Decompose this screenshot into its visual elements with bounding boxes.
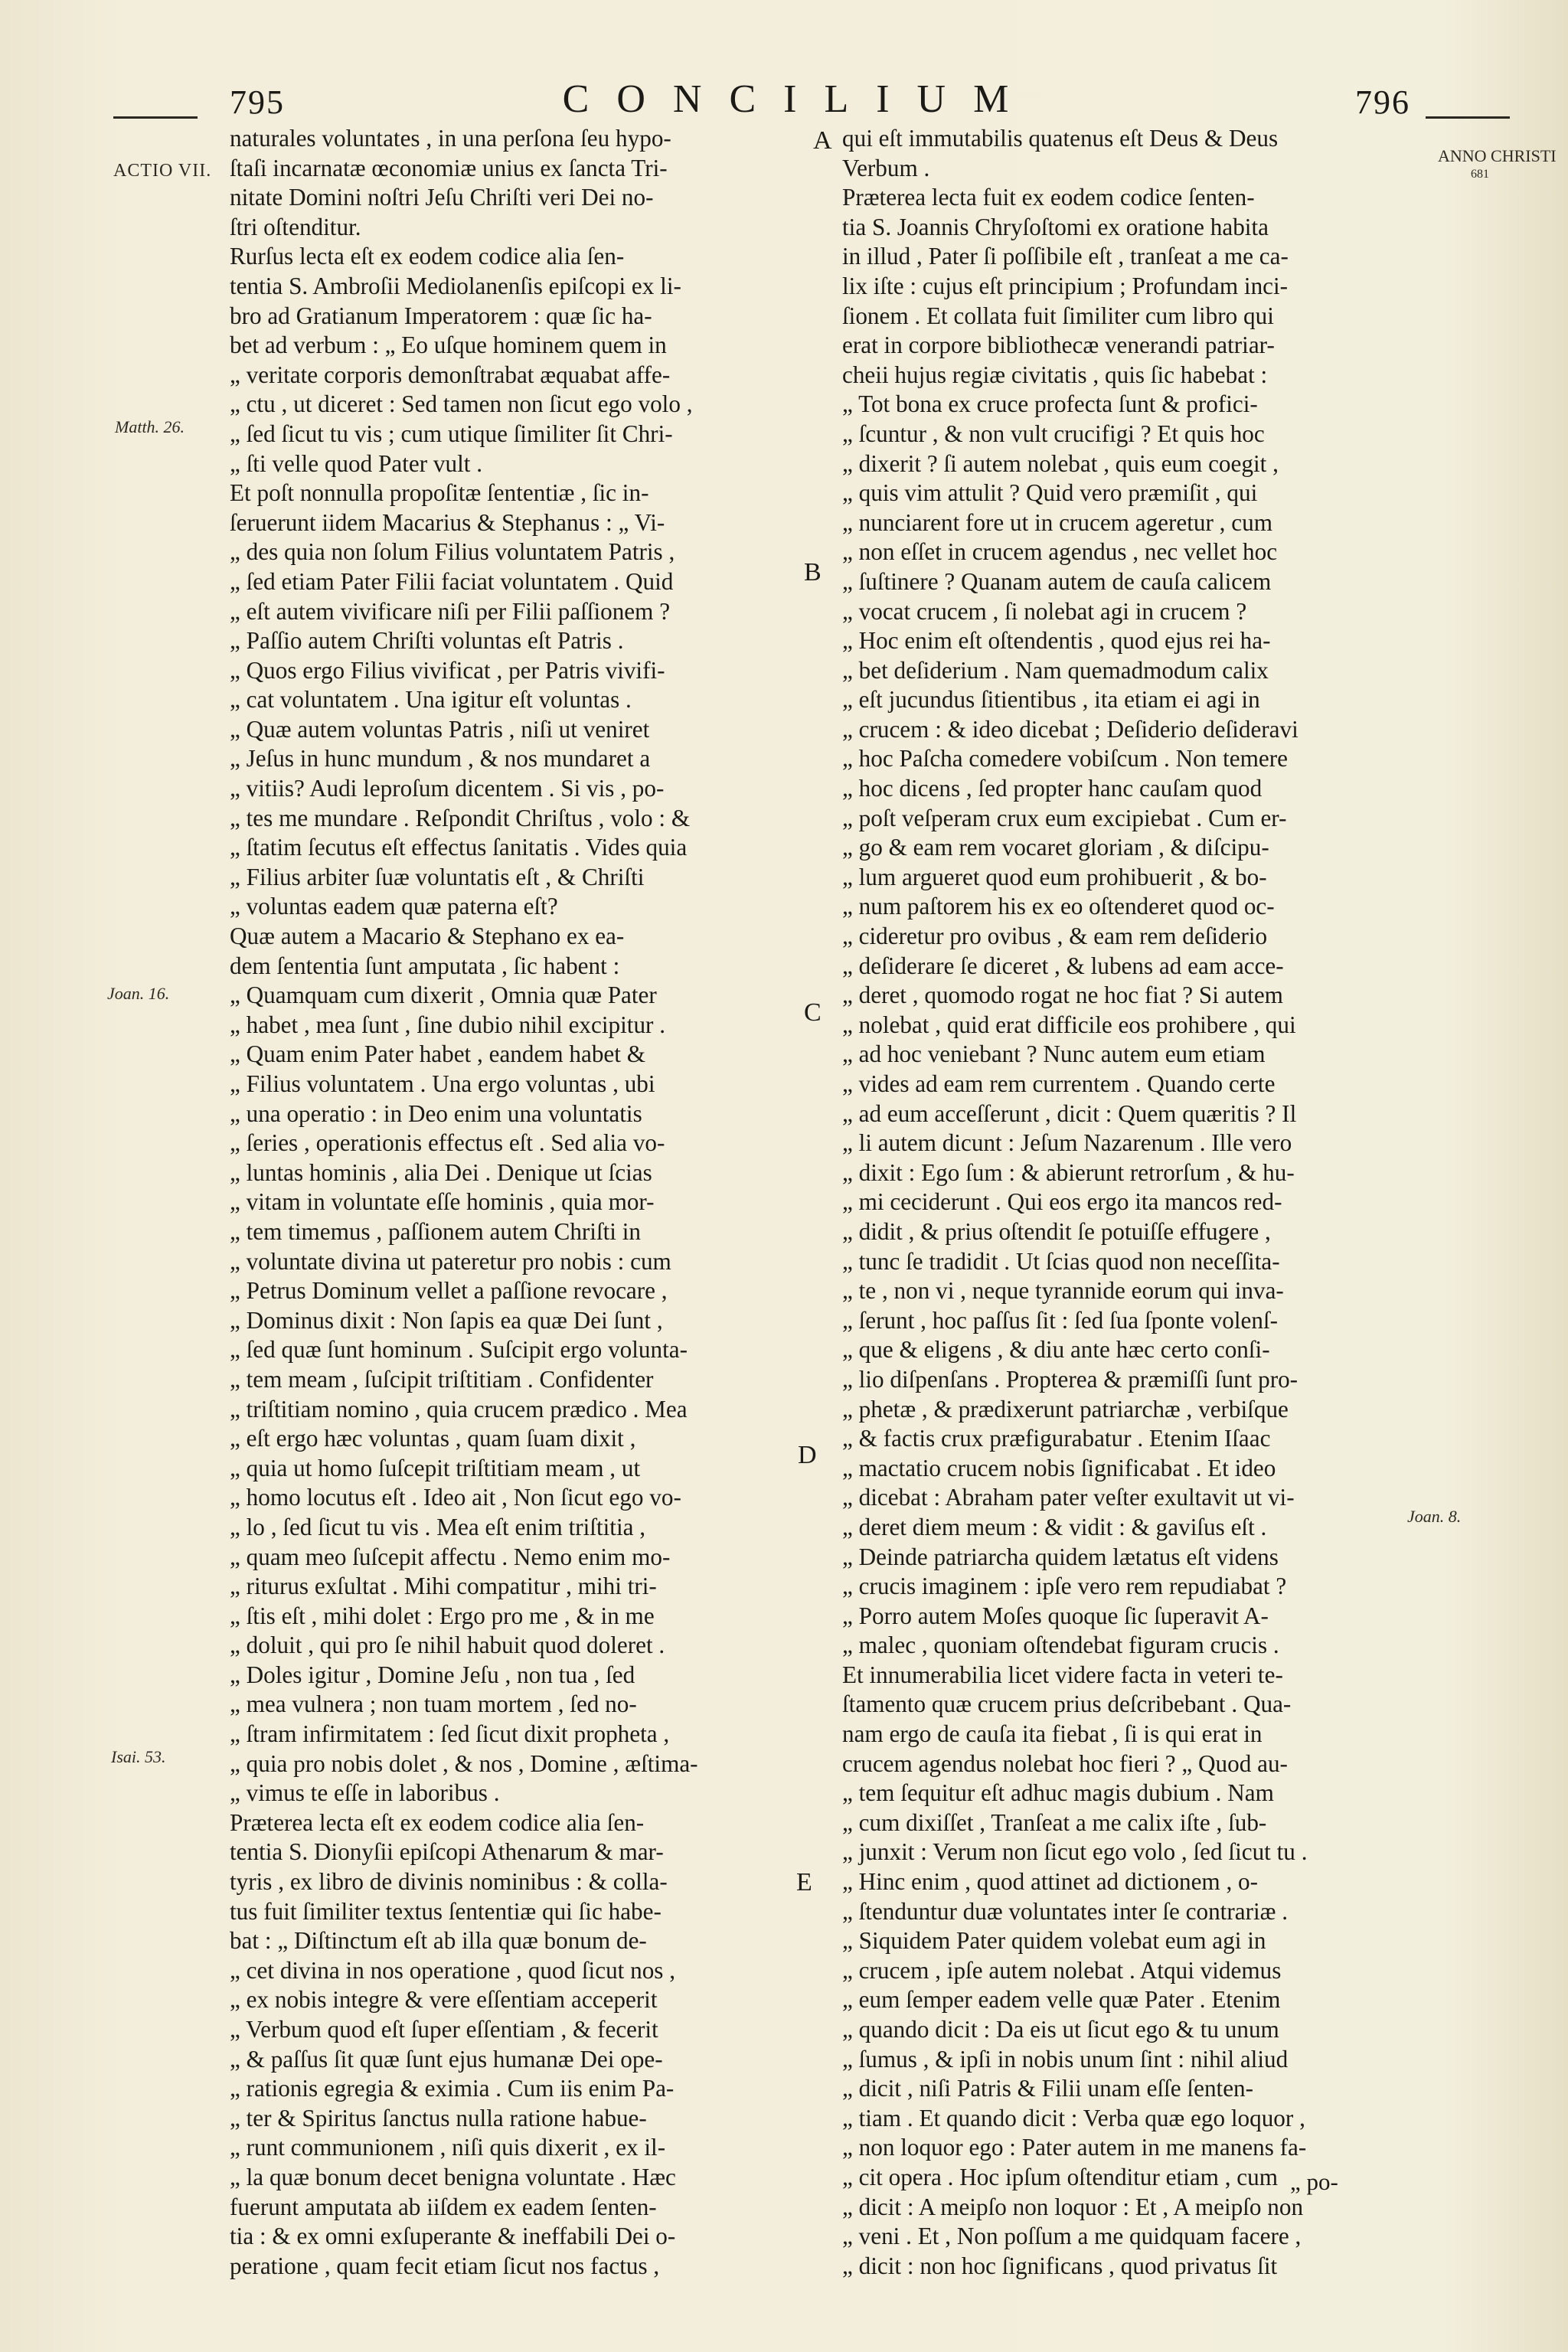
margin-note-anno-label: ANNO CHRISTI xyxy=(1438,146,1557,165)
text-line: „ go & eam rem vocaret gloriam , & diſcipu- xyxy=(842,834,1269,861)
text-line: „ rationis egregia & eximia . Cum iis enim Pa- xyxy=(230,2075,675,2102)
margin-note-anno-year: 681 xyxy=(1471,168,1489,181)
text-line: „ una operatio : in Deo enim una voluntatis xyxy=(230,1099,642,1127)
text-line: „ triſtitiam nomino , quia crucem prædico . Mea xyxy=(230,1395,688,1423)
text-line: „ didit , & prius oſtendit ſe potuiſſe effugere , xyxy=(842,1217,1271,1245)
text-line: Verbum . xyxy=(842,154,930,181)
text-line: „ ſuſtinere ? Quanam autem de cauſa calicem xyxy=(842,567,1272,595)
section-mark-b: B xyxy=(804,558,822,586)
text-line: „ vimus te eſſe in laboribus . xyxy=(230,1779,500,1807)
text-line: qui eſt immutabilis quatenus eſt Deus & Deus xyxy=(842,125,1279,152)
text-line: „ crucem , ipſe autem nolebat . Atqui videmus xyxy=(842,1956,1282,1984)
text-line: „ ter & Spiritus ſanctus nulla ratione habue- xyxy=(230,2104,647,2132)
text-line: „ ad hoc veniebant ? Nunc autem eum etiam xyxy=(842,1040,1266,1068)
text-line: nitate Domini noſtri Jeſu Chriſti veri Dei no- xyxy=(230,184,654,211)
text-line: „ Hinc enim , quod attinet ad dictionem , o- xyxy=(842,1868,1259,1896)
text-line: „ ctu , ut diceret : Sed tamen non ſicut ego volo , xyxy=(230,390,693,418)
text-line: „ la quæ bonum decet benigna voluntate . Hæc xyxy=(230,2163,676,2190)
text-line: „ ſtatim ſecutus eſt effectus ſanitatis . Vides quia xyxy=(230,834,688,861)
text-line: nam ergo de cauſa ita fiebat , ſi is qui erat in xyxy=(842,1720,1263,1748)
text-line: Præterea lecta eſt ex eodem codice alia ſen- xyxy=(230,1808,645,1836)
text-line: „ ſtram infirmitatem : ſed ſicut dixit propheta , xyxy=(230,1720,670,1748)
text-line: ſtamento quæ crucem prius deſcribebant . Qua- xyxy=(842,1690,1292,1718)
text-line: Quæ autem a Macario & Stephano ex ea- xyxy=(230,923,625,950)
text-line: dem ſententia ſunt amputata , ſic habent : xyxy=(230,952,620,979)
text-line: „ hoc Paſcha comedere vobiſcum . Non temere xyxy=(842,745,1288,773)
text-line: „ junxit : Verum non ſicut ego volo , ſed ſicut tu . xyxy=(842,1838,1308,1866)
text-line: „ dicit : A meipſo non loquor : Et , A meipſo non xyxy=(842,2193,1304,2220)
text-line: „ Filius arbiter ſuæ voluntatis eſt , & Chriſti xyxy=(230,863,645,890)
text-line: ſtri oſtenditur. xyxy=(230,213,361,240)
text-line: „ Tot bona ex cruce profecta ſunt & profici- xyxy=(842,390,1258,418)
text-line: fuerunt amputata ab iiſdem ex eadem ſenten- xyxy=(230,2193,657,2220)
text-line: „ eſt jucundus ſitientibus , ita etiam ei agi in xyxy=(842,686,1260,714)
text-line: „ veni . Et , Non poſſum a me quidquam facere , xyxy=(842,2223,1302,2250)
text-line: „ nolebat , quid erat difficile eos prohibere , qui xyxy=(842,1011,1296,1038)
text-line: „ Dominus dixit : Non ſapis ea quæ Dei ſunt , xyxy=(230,1306,663,1334)
text-line: „ eſt autem vivificare niſi per Filii paſſionem ? xyxy=(230,597,671,625)
text-line: „ quia pro nobis dolet , & nos , Domine , æſtima- xyxy=(230,1749,698,1777)
text-line: „ Deinde patriarcha quidem lætatus eſt videns xyxy=(842,1543,1279,1570)
text-line: Et innumerabilia licet videre facta in veteri te- xyxy=(842,1661,1283,1688)
text-line: „ ſcuntur , & non vult crucifigi ? Et quis hoc xyxy=(842,420,1265,447)
text-line: „ que & eligens , & diu ante hæc certo conſi- xyxy=(842,1336,1270,1364)
text-line: „ vocat crucem , ſi nolebat agi in crucem ? xyxy=(842,597,1247,625)
text-line: „ ex nobis integre & vere eſſentiam acceperit xyxy=(230,1986,658,2014)
text-line: „ ſumus , & ipſi in nobis unum ſint : nihil aliud xyxy=(842,2045,1289,2073)
header-rule-left xyxy=(113,116,198,119)
text-line: „ tes me mundare . Reſpondit Chriſtus , volo : & xyxy=(230,804,691,831)
text-line: cheii hujus regiæ civitatis , quis ſic habebat : xyxy=(842,361,1268,388)
margin-note-isai: Isai. 53. xyxy=(111,1747,166,1766)
text-line: „ tem timemus , paſſionem autem Chriſti in xyxy=(230,1217,642,1245)
text-line: peratione , quam fecit etiam ſicut nos factus , xyxy=(230,2252,660,2279)
text-line: „ ſerunt , hoc paſſus ſit : ſed ſua ſponte volenſ- xyxy=(842,1306,1279,1334)
text-line: „ mi ceciderunt . Qui eos ergo ita mancos red- xyxy=(842,1188,1282,1216)
page-number-left: 795 xyxy=(230,83,285,121)
text-line: „ vides ad eam rem currentem . Quando certe xyxy=(842,1070,1276,1097)
text-line: „ li autem dicunt : Jeſum Nazarenum . Ille vero xyxy=(842,1129,1292,1157)
text-line: „ Verbum quod eſt ſuper eſſentiam , & fecerit xyxy=(230,2016,658,2043)
text-line: „ luntas hominis , alia Dei . Denique ut ſcias xyxy=(230,1158,652,1186)
text-line: „ quam meo ſuſcepit affectu . Nemo enim mo- xyxy=(230,1543,671,1570)
text-line: „ tunc ſe tradidit . Ut ſcias quod non neceſſita- xyxy=(842,1247,1280,1275)
margin-note-anno xyxy=(1438,146,1557,184)
section-mark-e: E xyxy=(796,1868,812,1896)
text-line: „ Siquidem Pater quidem volebat eum agi in xyxy=(842,1927,1266,1955)
text-line: „ doluit , qui pro ſe nihil habuit quod doleret . xyxy=(230,1632,665,1659)
text-line: „ vitiis? Audi leproſum dicentem . Si vis , po- xyxy=(230,775,665,802)
text-line: in illud , Pater ſi poſſibile eſt , tranſeat a me ca- xyxy=(842,243,1289,270)
text-line: „ poſt veſperam crux eum excipiebat . Cum er- xyxy=(842,804,1287,831)
text-line: tia : & ex omni exſuperante & ineffabili Dei o- xyxy=(230,2223,676,2250)
text-line: „ Hoc enim eſt oſtendentis , quod ejus rei ha- xyxy=(842,627,1271,655)
text-line: „ Jeſus in hunc mundum , & nos mundaret a xyxy=(230,745,651,773)
text-line: tentia S. Ambroſii Mediolanenſis epiſcopi ex li- xyxy=(230,272,681,299)
text-line: „ tiam . Et quando dicit : Verba quæ ego loquor , xyxy=(842,2104,1305,2132)
text-line: crucem agendus nolebat hoc fieri ? „ Quod au- xyxy=(842,1749,1288,1777)
text-line: „ dicit : non hoc ſignificans , quod privatus ſit xyxy=(842,2252,1278,2279)
text-line: „ & paſſus ſit quæ ſunt ejus humanæ Dei ope- xyxy=(230,2045,663,2073)
text-line: „ ſeries , operationis effectus eſt . Sed alia vo- xyxy=(230,1129,665,1157)
margin-note-actio: ACTIO VII. xyxy=(113,161,212,181)
text-line: „ phetæ , & prædixerunt patriarchæ , verbiſque xyxy=(842,1395,1289,1423)
text-line: „ dicebat : Abraham pater veſter exultavit ut vi- xyxy=(842,1484,1295,1511)
text-line: „ lum argueret quod eum prohibuerit , & bo- xyxy=(842,863,1267,890)
text-line: „ runt communionem , niſi quis dixerit , ex il- xyxy=(230,2134,666,2161)
text-line: „ crucis imaginem : ipſe vero rem repudiabat ? xyxy=(842,1573,1287,1600)
text-line: „ des quia non ſolum Filius voluntatem Patris , xyxy=(230,538,675,566)
text-line: „ mea vulnera ; non tuam mortem , ſed no- xyxy=(230,1690,637,1718)
text-line: „ cum dixiſſet , Tranſeat a me calix iſte , ſub- xyxy=(842,1808,1267,1836)
text-line: bat : „ Diſtinctum eſt ab illa quæ bonum de- xyxy=(230,1927,647,1955)
text-line: „ tem ſequitur eſt adhuc magis dubium . Nam xyxy=(842,1779,1274,1807)
margin-note-joan-8: Joan. 8. xyxy=(1407,1507,1462,1526)
text-line: „ non loquor ego : Pater autem in me manens fa- xyxy=(842,2134,1307,2161)
margin-note-joan-16: Joan. 16. xyxy=(107,984,170,1003)
text-line: ſeruerunt iidem Macarius & Stephanus : „ Vi- xyxy=(230,508,665,536)
text-line: „ num paſtorem his ex eo oſtenderet quod oc- xyxy=(842,893,1275,920)
running-title: CONCILIUM xyxy=(562,77,1037,121)
text-line: „ cet divina in nos operatione , quod ſicut nos , xyxy=(230,1956,676,1984)
text-line: „ Paſſio autem Chriſti voluntas eſt Patris . xyxy=(230,627,624,655)
text-line: „ Petrus Dominum vellet a paſſione revocare , xyxy=(230,1277,668,1305)
text-line: „ Quamquam cum dixerit , Omnia quæ Pater xyxy=(230,982,657,1009)
text-line: „ Filius voluntatem . Una ergo voluntas , ubi xyxy=(230,1070,655,1097)
margin-note-matth: Matth. 26. xyxy=(115,417,185,436)
text-line: „ habet , mea ſunt , ſine dubio nihil excipitur . xyxy=(230,1011,666,1038)
text-line: Rurſus lecta eſt ex eodem codice alia ſen- xyxy=(230,243,625,270)
text-line: „ ſtis eſt , mihi dolet : Ergo pro me , & in me xyxy=(230,1602,655,1629)
text-line: „ ſti velle quod Pater vult . xyxy=(230,449,482,477)
text-line: tentia S. Dionyſii epiſcopi Athenarum & mar- xyxy=(230,1838,664,1866)
text-line: tia S. Joannis Chryſoſtomi ex oratione habita xyxy=(842,213,1269,240)
text-line: „ te , non vi , neque tyrannide eorum qui inva- xyxy=(842,1277,1284,1305)
text-line: „ cideretur pro ovibus , & eam rem deſiderio xyxy=(842,923,1268,950)
catchword: „ po- xyxy=(1290,2168,1338,2195)
text-line: „ eſt ergo hæc voluntas , quam ſuam dixit , xyxy=(230,1425,636,1452)
text-line: „ malec , quoniam oſtendebat figuram crucis . xyxy=(842,1632,1279,1659)
text-line: tyris , ex libro de divinis nominibus : & colla- xyxy=(230,1868,668,1896)
text-line: „ lio diſpenſans . Propterea & præmiſſi ſunt pro- xyxy=(842,1365,1298,1393)
text-line: „ tem meam , ſuſcipit triſtitiam . Confidenter xyxy=(230,1365,654,1393)
header-rule-right xyxy=(1426,116,1510,119)
text-line: Præterea lecta fuit ex eodem codice ſenten- xyxy=(842,184,1255,211)
section-mark-a: A xyxy=(813,126,832,155)
text-line: „ eum ſemper eadem velle quæ Pater . Etenim xyxy=(842,1986,1281,2014)
text-line: „ veritate corporis demonſtrabat æquabat affe- xyxy=(230,361,671,388)
text-line: lix iſte : cujus eſt principium ; Profundam inci- xyxy=(842,272,1289,299)
page-number-right: 796 xyxy=(1355,83,1410,121)
text-line: „ quia ut homo ſuſcepit triſtitiam meam , ut xyxy=(230,1454,641,1481)
text-line: „ quis vim attulit ? Quid vero præmiſit , qui xyxy=(842,479,1258,507)
left-text-column xyxy=(230,124,819,2281)
text-line: bet ad verbum : „ Eo uſque hominem quem in xyxy=(230,332,667,359)
text-line: „ Porro autem Moſes quoque ſic ſuperavit A- xyxy=(842,1602,1269,1629)
text-line: „ cit opera . Hoc ipſum oſtenditur etiam , cum xyxy=(842,2163,1279,2190)
text-line: „ mactatio crucem nobis ſignificabat . Et ideo xyxy=(842,1454,1276,1481)
text-line: „ ſtenduntur duæ voluntates inter ſe contrariæ . xyxy=(842,1897,1289,1925)
text-line: Et poſt nonnulla propoſitæ ſententiæ , ſic in- xyxy=(230,479,649,507)
text-line: „ Doles igitur , Domine Jeſu , non tua , ſed xyxy=(230,1661,635,1688)
text-line: „ deret , quomodo rogat ne hoc fiat ? Si autem xyxy=(842,982,1283,1009)
text-line: „ bet deſiderium . Nam quemadmodum calix xyxy=(842,656,1269,684)
text-line: „ cat voluntatem . Una igitur eſt voluntas . xyxy=(230,686,632,714)
text-line: „ dixerit ? ſi autem nolebat , quis eum coegit , xyxy=(842,449,1279,477)
text-line: „ voluntas eadem quæ paterna eſt? xyxy=(230,893,558,920)
text-line: „ vitam in voluntate eſſe hominis , quia mor- xyxy=(230,1188,655,1216)
text-line: „ Quam enim Pater habet , eandem habet & xyxy=(230,1040,645,1068)
text-line: „ crucem : & ideo dicebat ; Deſiderio deſideravi xyxy=(842,715,1298,743)
text-line: „ hoc dicens , ſed propter hanc cauſam quod xyxy=(842,775,1263,802)
text-line: „ ſed ſicut tu vis ; cum utique ſimiliter ſit Chri- xyxy=(230,420,673,447)
text-line: „ riturus exſultat . Mihi compatitur , mihi tri- xyxy=(230,1573,657,1600)
section-mark-c: C xyxy=(804,998,822,1027)
text-line: „ non eſſet in crucem agendus , nec vellet hoc xyxy=(842,538,1278,566)
text-line: „ dicit , niſi Patris & Filii unam eſſe ſenten- xyxy=(842,2075,1254,2102)
right-text-column xyxy=(842,124,1432,2281)
text-line: „ deret diem meum : & vidit : & gaviſus eſt . xyxy=(842,1513,1267,1540)
text-line: erat in corpore bibliothecæ venerandi patriar- xyxy=(842,332,1275,359)
text-line: „ deſiderare ſe diceret , & lubens ad eam acce- xyxy=(842,952,1284,979)
text-line: naturales voluntates , in una perſona ſeu hypo- xyxy=(230,125,671,152)
text-line: „ voluntate divina ut pateretur pro nobis : cum xyxy=(230,1247,671,1275)
text-line: ſionem . Et collata fuit ſimiliter cum libro qui xyxy=(842,302,1274,329)
text-line: „ Quæ autem voluntas Patris , niſi ut veniret xyxy=(230,715,650,743)
text-line: „ lo , ſed ſicut tu vis . Mea eſt enim triſtitia , xyxy=(230,1513,646,1540)
text-line: bro ad Gratianum Imperatorem : quæ ſic ha- xyxy=(230,302,652,329)
text-line: „ homo locutus eſt . Ideo ait , Non ſicut ego vo- xyxy=(230,1484,681,1511)
text-line: „ dixit : Ego ſum : & abierunt retrorſum , & hu- xyxy=(842,1158,1295,1186)
text-line: „ quando dicit : Da eis ut ſicut ego & tu unum xyxy=(842,2016,1279,2043)
text-line: „ ſed quæ ſunt hominum . Suſcipit ergo volunta- xyxy=(230,1336,688,1364)
text-line: „ nunciarent fore ut in crucem ageretur , cum xyxy=(842,508,1272,536)
text-line: „ ad eum acceſſerunt , dicit : Quem quæritis ? Il xyxy=(842,1099,1297,1127)
text-line: „ Quos ergo Filius vivificat , per Patris vivifi- xyxy=(230,656,665,684)
text-line: „ & factis crux præfigurabatur . Etenim Iſaac xyxy=(842,1425,1271,1452)
text-line: ſtaſi incarnatæ œconomiæ unius ex ſancta Tri- xyxy=(230,154,668,181)
text-line: tus fuit ſimiliter textus ſententiæ qui ſic habe- xyxy=(230,1897,662,1925)
text-line: „ ſed etiam Pater Filii faciat voluntatem . Quid xyxy=(230,567,674,595)
section-mark-d: D xyxy=(798,1441,817,1469)
